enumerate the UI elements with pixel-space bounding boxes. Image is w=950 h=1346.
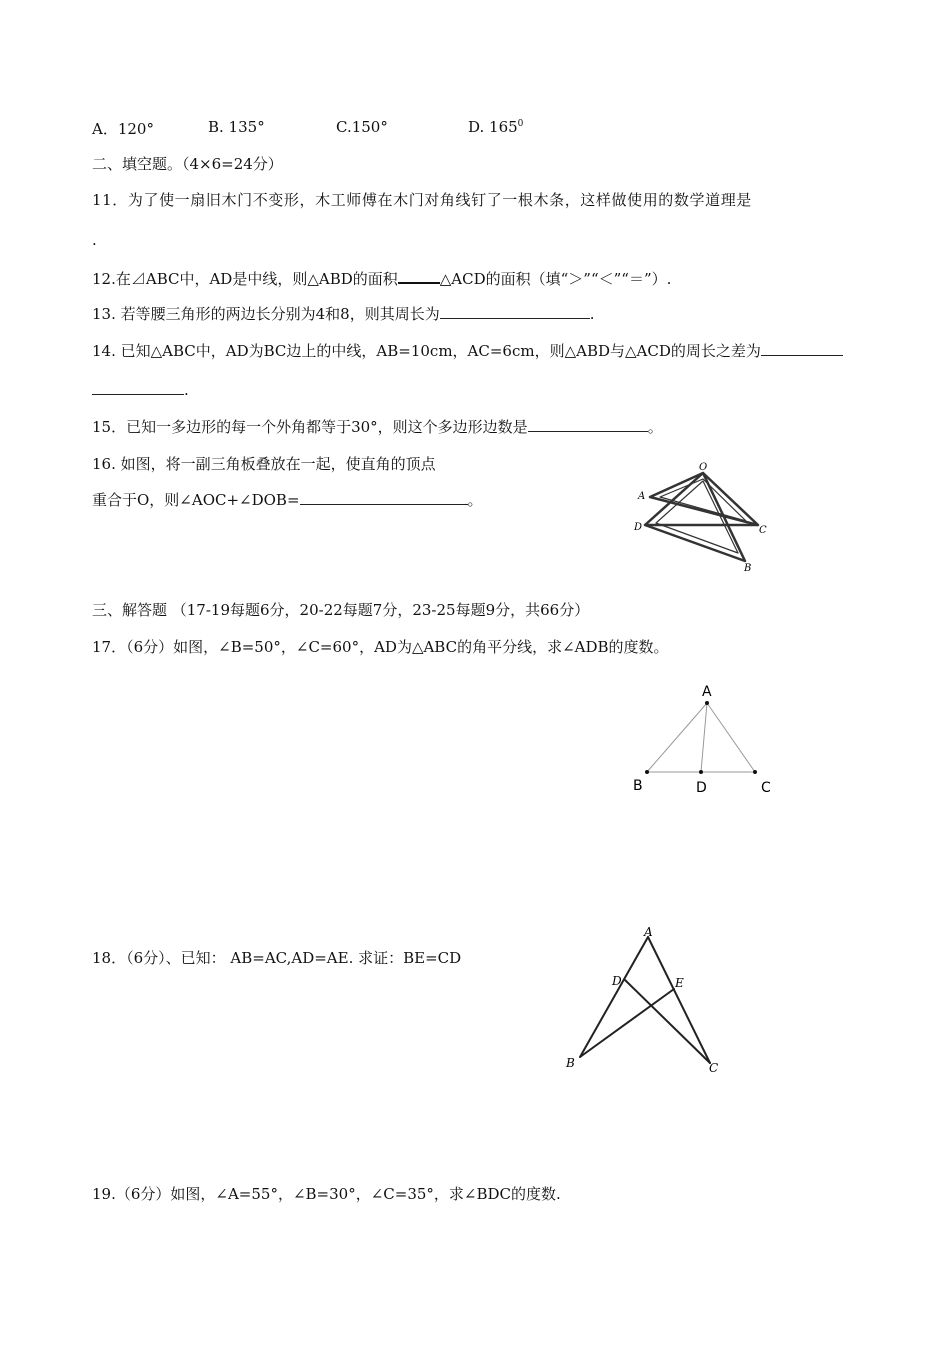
option-c: C.150°: [336, 118, 388, 136]
side-ac: [707, 703, 755, 772]
question-14-cont: [92, 380, 189, 400]
question-19: 19.（6分）如图，∠A=55°，∠B=30°，∠C=35°，求∠BDC的度数.: [92, 1185, 561, 1203]
point-b: [645, 770, 649, 774]
label-d: D: [634, 522, 643, 533]
question-16-line2: [92, 490, 483, 510]
side-ab: [580, 937, 648, 1057]
segment-be: [580, 989, 674, 1057]
question-14: [92, 341, 843, 361]
answer-blank-14a[interactable]: [761, 341, 843, 356]
section-3-heading: 三、解答题 （17-19每题6分，20-22每题7分，23-25每题9分，共66分）: [92, 601, 590, 619]
label-a: A: [638, 491, 646, 502]
answer-blank-12[interactable]: [398, 268, 440, 284]
label-a: A: [644, 925, 653, 939]
question-14-text-post: .: [184, 381, 189, 399]
label-b: B: [633, 778, 643, 794]
label-o: O: [699, 462, 708, 473]
label-c: C: [709, 1061, 719, 1075]
question-16-line1: 16. 如图，将一副三角板叠放在一起，使直角的顶点: [92, 455, 436, 473]
label-c: C: [759, 525, 767, 536]
question-15-text-post: 。: [647, 418, 663, 436]
question-11-tail: .: [92, 231, 97, 249]
question-14-text-pre: 14. 已知△ABC中，AD为BC边上的中线，AB=10cm，AC=6cm，则△ABD与△ACD的周长之差为: [92, 342, 761, 360]
question-11: 11．为了使一扇旧木门不变形，木工师傅在木门对角线钉了一根木条，这样做使用的数学道理是: [92, 191, 752, 209]
question-12: [92, 268, 671, 289]
question-12-text-post: △ACD的面积（填“＞”“＜”“＝”）.: [439, 270, 672, 288]
option-d-text: D. 165: [468, 118, 518, 136]
question-15: [92, 417, 663, 437]
question-16-text-pre: 重合于O，则∠AOC+∠DOB=: [92, 491, 300, 509]
side-ab: [647, 703, 707, 772]
answer-blank-14b[interactable]: [92, 380, 184, 395]
segment-dc: [625, 980, 710, 1063]
segment-ad: [701, 703, 707, 772]
label-a: A: [702, 684, 712, 700]
figure-17-triangle: [625, 680, 785, 795]
figure-16-set-squares: [620, 455, 780, 580]
label-b: B: [744, 563, 752, 574]
label-b: B: [566, 1056, 575, 1070]
option-d: [468, 118, 523, 136]
answer-blank-13[interactable]: [440, 304, 590, 319]
point-d: [699, 770, 703, 774]
question-12-text-pre: 12.在⊿ABC中，AD是中线，则△ABD的面积: [92, 270, 398, 288]
question-18: 18．（6分）、已知： AB=AC,AD=AE. 求证：BE=CD: [92, 949, 462, 967]
answer-blank-16[interactable]: [300, 490, 468, 505]
option-a: A．120°: [92, 120, 154, 138]
option-d-superscript: 0: [517, 119, 524, 129]
point-a: [705, 701, 709, 705]
question-13-text-pre: 13. 若等腰三角形的两边长分别为4和8，则其周长为: [92, 305, 440, 323]
answer-blank-15[interactable]: [528, 417, 648, 432]
label-e: E: [675, 976, 684, 990]
section-2-heading: 二、填空题。（4×6=24分）: [92, 155, 283, 173]
option-b: B. 135°: [208, 118, 265, 136]
point-c: [753, 770, 757, 774]
question-13-text-post: .: [589, 305, 595, 323]
question-16-text-post: 。: [467, 491, 483, 509]
label-c: C: [761, 780, 771, 796]
figure-18-triangle: [560, 925, 730, 1080]
label-d: D: [612, 974, 622, 988]
question-15-text-pre: 15．已知一多边形的每一个外角都等于30°，则这个多边形边数是: [92, 418, 528, 436]
question-13: [92, 304, 595, 324]
question-17: 17．（6分）如图，∠B=50°，∠C=60°，AD为△ABC的角平分线，求∠ADB的度数。: [92, 638, 669, 656]
label-d: D: [696, 780, 707, 796]
